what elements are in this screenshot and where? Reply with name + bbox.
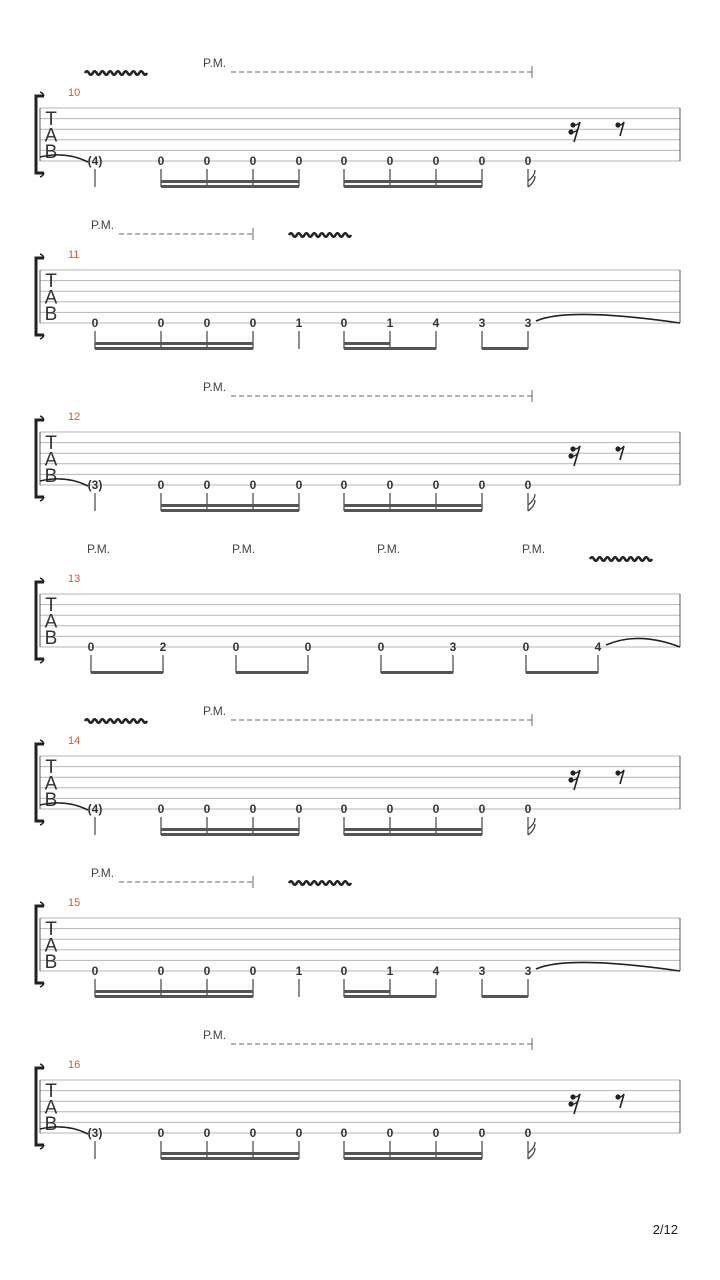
measure-number: 16: [68, 1059, 81, 1071]
fret-number: (4): [87, 154, 103, 168]
fret-number: 0: [91, 964, 99, 978]
tab-clef-letter: T: [45, 433, 57, 454]
fret-number: 4: [594, 640, 602, 654]
palm-mute-marking: P.M.: [203, 380, 227, 394]
beam-secondary: [344, 990, 390, 993]
fret-number: 0: [249, 478, 257, 492]
tab-system: [36, 704, 680, 836]
tab-system: [36, 56, 680, 188]
beam-secondary: [161, 828, 299, 831]
fret-number: (3): [87, 1126, 103, 1140]
fret-number: 0: [295, 154, 303, 168]
palm-mute-marking: P.M.: [203, 1028, 227, 1042]
tab-clef-letter: T: [45, 595, 57, 616]
vibrato-marking: [85, 71, 147, 75]
fret-number: 0: [203, 316, 211, 330]
fret-number: 0: [478, 478, 486, 492]
tab-clef-letter: A: [44, 773, 58, 795]
beam-primary: [344, 185, 482, 188]
beam-primary: [482, 347, 528, 350]
beam-secondary: [161, 180, 299, 183]
fret-number: 0: [386, 154, 394, 168]
fret-number: 0: [157, 154, 165, 168]
beam-primary: [526, 671, 598, 674]
fret-number: 0: [478, 802, 486, 816]
tab-clef-letter: A: [44, 125, 58, 147]
tab-clef-letter: B: [44, 142, 58, 163]
tab-clef-letter: B: [44, 790, 58, 811]
fret-number: 2: [159, 640, 167, 654]
fret-number: 0: [340, 478, 348, 492]
measure-number: 14: [68, 735, 81, 747]
fret-number: (3): [87, 478, 103, 492]
tab-clef-letter: B: [44, 952, 58, 973]
fret-number: 0: [340, 316, 348, 330]
fret-number: 3: [524, 316, 532, 330]
fret-number: 0: [157, 478, 165, 492]
vibrato-marking: [85, 719, 147, 723]
fret-number: 0: [340, 1126, 348, 1140]
vibrato-marking: [289, 233, 351, 237]
beam-primary: [344, 509, 482, 512]
tab-clef-letter: A: [44, 611, 58, 633]
fret-number: 0: [203, 802, 211, 816]
page-number: 2/12: [652, 1222, 678, 1237]
fret-number: 0: [249, 802, 257, 816]
fret-number: 0: [295, 478, 303, 492]
measure-number: 12: [68, 411, 81, 423]
fret-number: 0: [377, 640, 385, 654]
beam-primary: [161, 509, 299, 512]
tab-system: [36, 542, 680, 674]
fret-number: 0: [295, 1126, 303, 1140]
fret-number: 0: [232, 640, 240, 654]
palm-mute-marking: P.M.: [203, 56, 227, 70]
fret-number: 3: [524, 964, 532, 978]
fret-number: 0: [386, 478, 394, 492]
fret-number: 1: [295, 316, 303, 330]
fret-number: 0: [524, 478, 532, 492]
tie-out-arc: [606, 638, 680, 647]
fret-number: 0: [340, 964, 348, 978]
vibrato-marking: [590, 557, 652, 561]
tab-clef-letter: T: [45, 1081, 57, 1102]
palm-mute-marking: P.M.: [203, 704, 227, 718]
measure-number: 13: [68, 573, 81, 585]
fret-number: 0: [478, 1126, 486, 1140]
fret-number: 0: [524, 1126, 532, 1140]
beam-secondary: [344, 1152, 482, 1155]
measure-number: 15: [68, 897, 81, 909]
beam-secondary: [95, 990, 253, 993]
fret-number: 0: [524, 802, 532, 816]
fret-number: 0: [91, 316, 99, 330]
fret-number: 0: [524, 154, 532, 168]
fret-number: 3: [478, 964, 486, 978]
beam-primary: [344, 1157, 482, 1160]
tab-clef-letter: A: [44, 935, 58, 957]
beam-secondary: [344, 504, 482, 507]
tab-clef-letter: A: [44, 1097, 58, 1119]
fret-number: 0: [432, 1126, 440, 1140]
fret-number: 3: [449, 640, 457, 654]
fret-number: 0: [432, 478, 440, 492]
fret-number: 0: [432, 802, 440, 816]
fret-number: 0: [386, 802, 394, 816]
beam-primary: [161, 1157, 299, 1160]
fret-number: 0: [295, 802, 303, 816]
palm-mute-marking: P.M.: [91, 218, 115, 232]
beam-primary: [236, 671, 308, 674]
beam-primary: [95, 347, 253, 350]
tab-clef-letter: A: [44, 287, 58, 309]
fret-number: 0: [157, 316, 165, 330]
fret-number: 0: [203, 478, 211, 492]
tab-clef-letter: T: [45, 757, 57, 778]
tab-clef-letter: B: [44, 1114, 58, 1135]
fret-number: 0: [340, 802, 348, 816]
fret-number: 1: [386, 316, 394, 330]
beam-primary: [381, 671, 453, 674]
fret-number: 4: [432, 316, 440, 330]
fret-number: 0: [249, 964, 257, 978]
fret-number: 0: [157, 964, 165, 978]
palm-mute-marking: P.M.: [377, 542, 401, 556]
tab-clef-letter: T: [45, 109, 57, 130]
fret-number: 0: [87, 640, 95, 654]
beam-secondary: [344, 342, 390, 345]
beam-secondary: [161, 1152, 299, 1155]
tie-out-arc: [536, 314, 680, 323]
fret-number: 0: [478, 154, 486, 168]
tab-clef-letter: T: [45, 919, 57, 940]
beam-secondary: [344, 828, 482, 831]
fret-number: 0: [203, 1126, 211, 1140]
fret-number: 0: [157, 802, 165, 816]
palm-mute-marking: P.M.: [91, 866, 115, 880]
beam-primary: [344, 347, 436, 350]
fret-number: (4): [87, 802, 103, 816]
tab-clef-letter: T: [45, 271, 57, 292]
fret-number: 0: [203, 964, 211, 978]
tab-clef-letter: B: [44, 628, 58, 649]
measure-number: 10: [68, 87, 81, 99]
beam-primary: [344, 995, 436, 998]
fret-number: 0: [386, 1126, 394, 1140]
beam-secondary: [344, 180, 482, 183]
beam-primary: [161, 185, 299, 188]
beam-secondary: [161, 504, 299, 507]
fret-number: 0: [249, 316, 257, 330]
fret-number: 0: [522, 640, 530, 654]
measure-number: 11: [68, 249, 80, 261]
fret-number: 0: [304, 640, 312, 654]
fret-number: 0: [432, 154, 440, 168]
fret-number: 0: [157, 1126, 165, 1140]
beam-primary: [161, 833, 299, 836]
tab-clef-letter: A: [44, 449, 58, 471]
tie-out-arc: [536, 962, 680, 971]
tab-system: [36, 218, 680, 350]
tab-system: [36, 380, 680, 512]
tab-clef-letter: B: [44, 466, 58, 487]
beam-primary: [344, 833, 482, 836]
beam-primary: [95, 995, 253, 998]
tab-clef-letter: B: [44, 304, 58, 325]
fret-number: 4: [432, 964, 440, 978]
fret-number: 0: [249, 1126, 257, 1140]
tab-system: [36, 1028, 680, 1160]
fret-number: 0: [249, 154, 257, 168]
fret-number: 3: [478, 316, 486, 330]
palm-mute-marking: P.M.: [87, 542, 111, 556]
fret-number: 1: [295, 964, 303, 978]
beam-primary: [91, 671, 163, 674]
fret-number: 0: [203, 154, 211, 168]
palm-mute-marking: P.M.: [522, 542, 546, 556]
fret-number: 0: [340, 154, 348, 168]
beam-primary: [482, 995, 528, 998]
fret-number: 1: [386, 964, 394, 978]
palm-mute-marking: P.M.: [232, 542, 256, 556]
vibrato-marking: [289, 881, 351, 885]
beam-secondary: [95, 342, 253, 345]
tab-system: [36, 866, 680, 998]
